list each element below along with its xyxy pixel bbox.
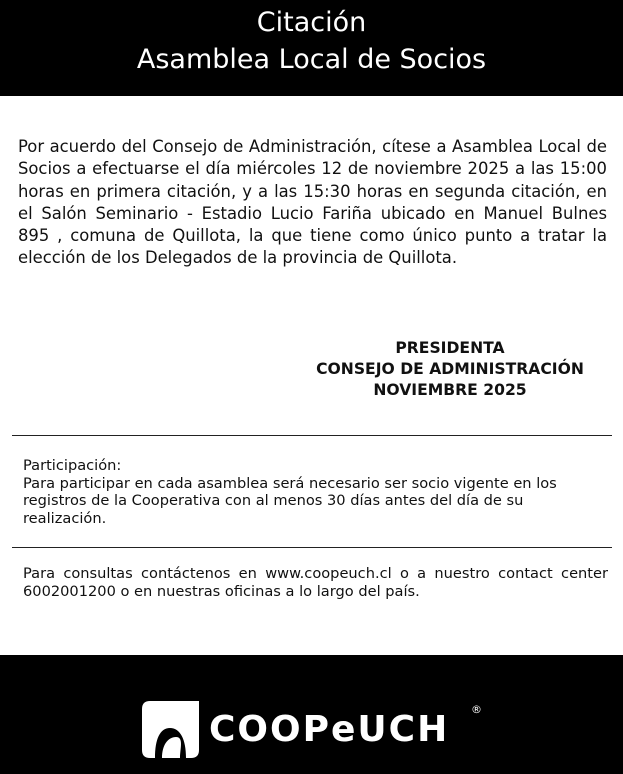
title-line-2: Asamblea Local de Socios <box>136 44 487 75</box>
title-line-1: Citación <box>256 7 367 38</box>
participation-text: Para participar en cada asamblea será necesario ser socio vigente en los registros de la Cooperativa con al menos 30 días antes del día de su realización. <box>23 474 557 527</box>
signature-block <box>290 338 610 401</box>
citation-paragraph: Por acuerdo del Consejo de Administración, cítese a Asamblea Local de Socios a efectuarse el día miércoles 12 de noviembre 2025 a las 15:00 horas en primera citación, y a las 15:30 horas en segunda citación, en el Salón Seminario - Estadio Lucio Fariña ubicado en Manuel Bulnes 895 , comuna de Quillota, la que tiene como único punto a tratar la elección de los Delegados de la provincia de Quillota. <box>18 137 607 268</box>
contact-text: Para consultas contáctenos en www.coopeuch.cl o a nuestro contact center 6002001200 o en nuestras oficinas a lo largo del país. <box>23 565 608 600</box>
divider-1 <box>12 435 612 436</box>
header-banner <box>0 0 623 96</box>
participation-section <box>23 457 608 527</box>
signature-line-2: CONSEJO DE ADMINISTRACIÓN <box>316 360 584 378</box>
participation-heading: Participación: <box>23 457 122 474</box>
brand-wordmark: COOPeUCH <box>209 708 450 750</box>
coopeuch-logo-icon <box>142 701 199 758</box>
divider-2 <box>12 547 612 548</box>
signature-line-3: NOVIEMBRE 2025 <box>373 381 527 399</box>
registered-mark: ® <box>471 703 482 716</box>
coopeuch-logo <box>142 701 449 758</box>
signature-line-1: PRESIDENTA <box>395 339 505 357</box>
